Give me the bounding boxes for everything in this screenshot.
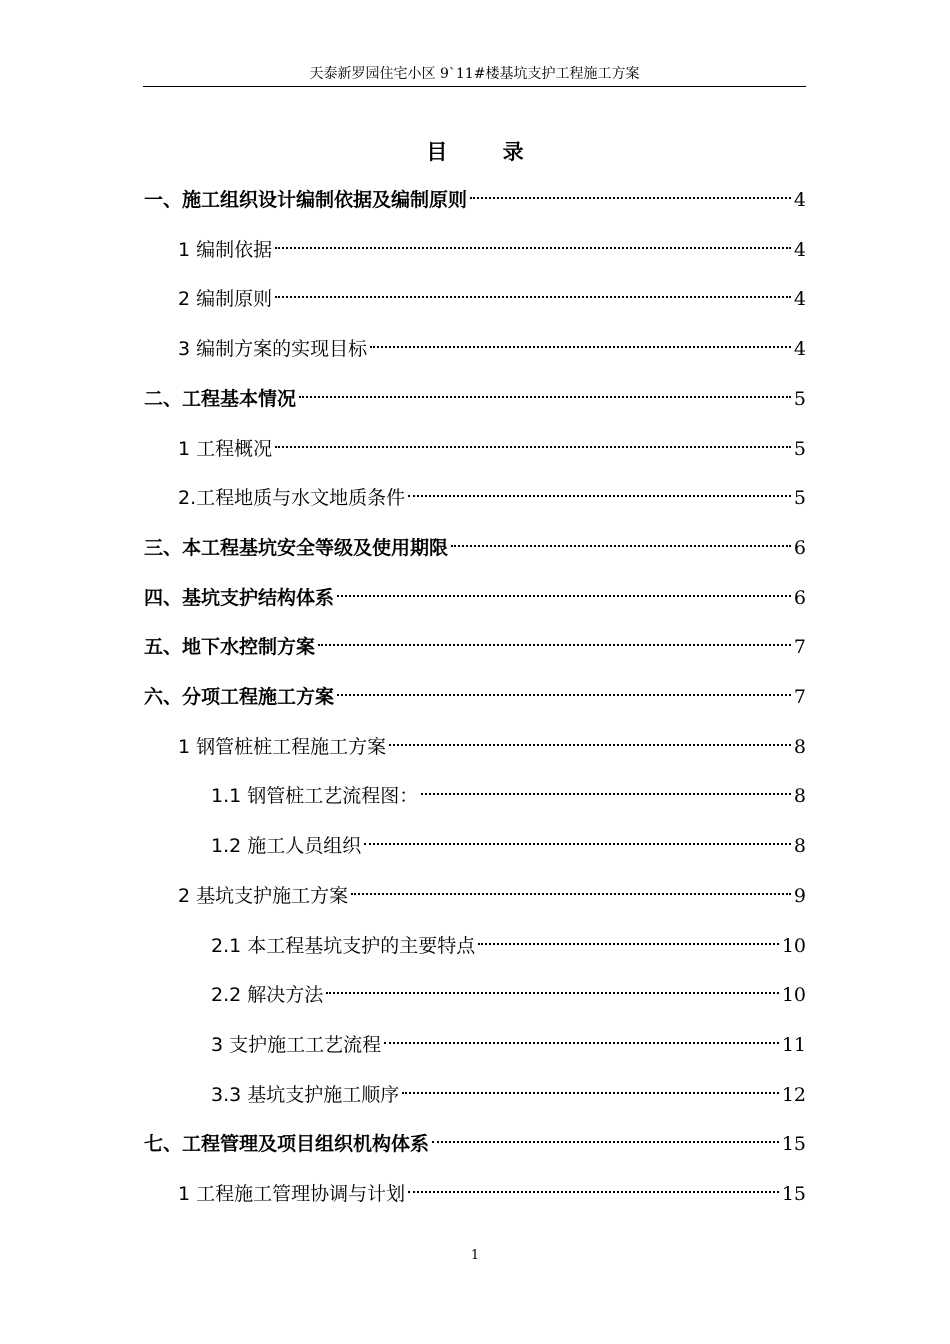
toc-entry[interactable] [144,682,806,712]
toc-entry[interactable] [144,632,806,662]
toc-entry-page: 15 [781,1183,806,1205]
header-title: 天泰新罗园住宅小区 9`11#楼基坑支护工程施工方案 [309,66,640,82]
toc-entry-text: 1 工程概况 [178,438,273,460]
toc-dot-leader [364,843,791,845]
toc-entry-text: 一、施工组织设计编制依据及编制原则 [144,189,468,211]
page-header [143,64,806,87]
toc-entry[interactable] [211,831,806,861]
toc-entry-text: 2.2 解决方法 [211,984,324,1006]
toc-entry-page: 5 [793,487,806,509]
toc-entry-text: 2 基坑支护施工方案 [178,885,349,907]
toc-entry[interactable] [178,1179,806,1209]
toc-entry-page: 10 [781,984,806,1006]
toc-dot-leader [402,1092,779,1094]
toc-entry[interactable] [144,533,806,563]
toc-entry-text: 1 钢管桩桩工程施工方案 [178,736,387,758]
toc-entry[interactable] [178,334,806,364]
toc-entry-page: 10 [781,935,806,957]
toc-entry[interactable] [144,384,806,414]
toc-entry-text: 三、本工程基坑安全等级及使用期限 [144,537,449,559]
toc-entry[interactable] [211,1080,806,1110]
toc-entry[interactable] [178,235,806,265]
toc-entry[interactable] [144,185,806,215]
toc-entry-page: 8 [793,835,806,857]
toc-entry-page: 6 [793,587,806,609]
toc-entry-text: 1.1 钢管桩工艺流程图： [211,785,419,807]
toc-entry-text: 二、工程基本情况 [144,388,297,410]
toc-entry-text: 3 支护施工工艺流程 [211,1034,382,1056]
toc-entry-page: 4 [793,239,806,261]
toc-entry[interactable] [178,732,806,762]
toc-entry-page: 6 [793,537,806,559]
toc-entry[interactable] [144,1129,806,1159]
toc-dot-leader [318,644,791,646]
toc-dot-leader [389,744,791,746]
toc-entry-page: 9 [793,885,806,907]
toc-entry-page: 7 [793,636,806,658]
toc-title: 目 录 [426,140,548,164]
toc-entry-page: 5 [793,388,806,410]
toc-entry-text: 1.2 施工人员组织 [211,835,362,857]
toc-entry-page: 7 [793,686,806,708]
toc-dot-leader [408,495,791,497]
toc-entry-page: 4 [793,288,806,310]
toc-entry-text: 七、工程管理及项目组织机构体系 [144,1133,430,1155]
toc-entry-page: 12 [781,1084,806,1106]
toc-entry[interactable] [144,583,806,613]
toc-dot-leader [275,446,791,448]
toc-dot-leader [408,1191,779,1193]
toc-entry-page: 5 [793,438,806,460]
toc-entry-page: 8 [793,736,806,758]
toc-entry-page: 15 [781,1133,806,1155]
toc-entry-text: 1 工程施工管理协调与计划 [178,1183,406,1205]
toc-dot-leader [384,1042,779,1044]
toc-dot-leader [275,247,791,249]
toc-entry-page: 8 [793,785,806,807]
toc-dot-leader [326,992,779,994]
toc-dot-leader [432,1141,779,1143]
toc-entry-page: 11 [781,1034,806,1056]
toc-entry-text: 2.1 本工程基坑支护的主要特点 [211,935,476,957]
toc-entry-text: 2 编制原则 [178,288,273,310]
toc-dot-leader [275,296,791,298]
toc-dot-leader [421,793,791,795]
toc-entry[interactable] [178,284,806,314]
toc-entry-text: 3.3 基坑支护施工顺序 [211,1084,400,1106]
toc-entry-text: 五、地下水控制方案 [144,636,316,658]
page-number: 1 [470,1248,480,1263]
toc-entry[interactable] [211,1030,806,1060]
toc-entry-text: 2.工程地质与水文地质条件 [178,487,406,509]
toc-dot-leader [451,545,791,547]
toc-entry[interactable] [178,483,806,513]
toc-dot-leader [299,396,791,398]
toc-dot-leader [337,595,791,597]
toc-entry-text: 四、基坑支护结构体系 [144,587,335,609]
toc-entry[interactable] [178,881,806,911]
toc-dot-leader [370,346,791,348]
toc-entry[interactable] [211,931,806,961]
toc-entry-text: 3 编制方案的实现目标 [178,338,368,360]
toc-entry-page: 4 [793,338,806,360]
toc-entry-page: 4 [793,189,806,211]
toc-dot-leader [351,893,791,895]
toc-entry-text: 1 编制依据 [178,239,273,261]
toc-dot-leader [470,197,791,199]
toc-dot-leader [478,943,779,945]
toc-dot-leader [337,694,791,696]
toc-entry[interactable] [211,781,806,811]
toc-entry-text: 六、分项工程施工方案 [144,686,335,708]
toc-entry[interactable] [211,980,806,1010]
toc-entry[interactable] [178,434,806,464]
